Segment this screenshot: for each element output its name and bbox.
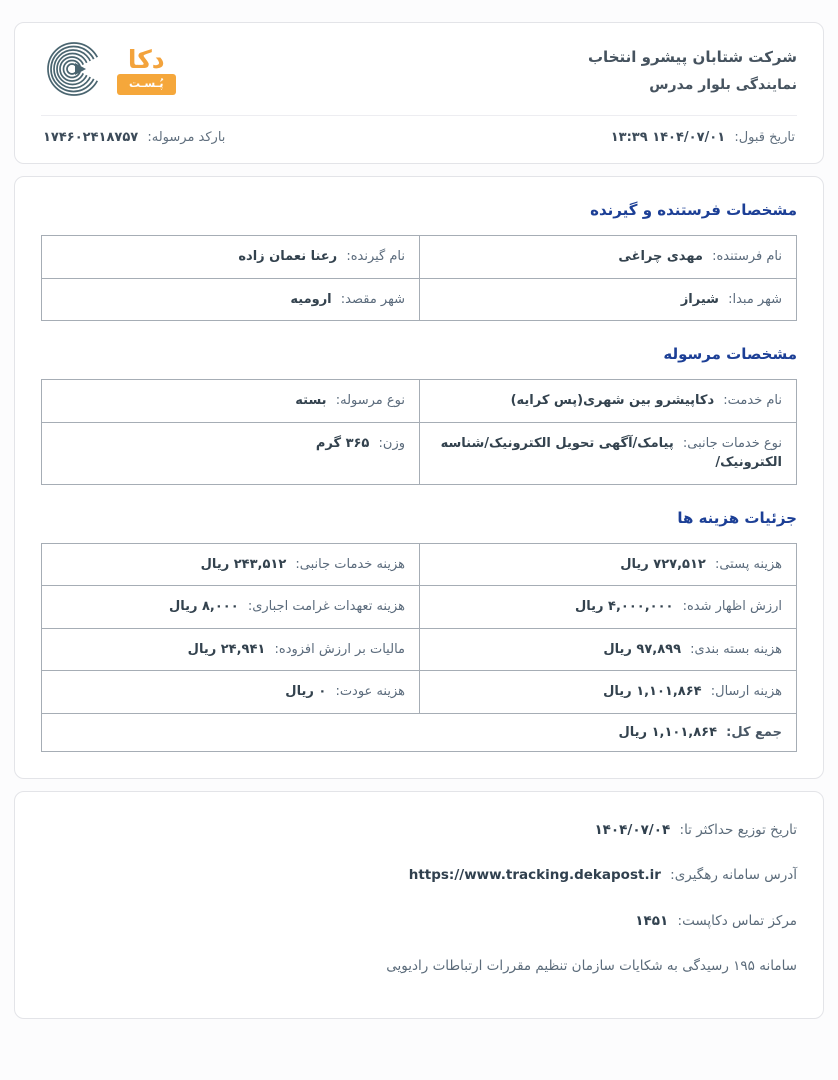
postal-cost-cell: [419, 544, 796, 586]
compensation-cost-cell: [42, 586, 419, 628]
footer-card: [14, 791, 824, 1019]
details-card: [14, 176, 824, 779]
cell-value: بسته: [295, 393, 327, 408]
logo-text-deka: دکا: [127, 45, 165, 75]
cell-value: ۲۴,۹۴۱ ریال: [187, 641, 266, 657]
accept-date-value: ۱۴۰۴/۰۷/۰۱ ۱۳:۳۹: [610, 130, 726, 145]
table-row: [42, 380, 796, 422]
weight-cell: [42, 423, 419, 484]
table-row: [42, 236, 796, 278]
side-services-cost-cell: [42, 544, 419, 586]
cell-value: ۱,۱۰۱,۸۶۴ ریال: [603, 684, 702, 699]
section-title-sender-receiver: مشخصات فرستنده و گیرنده: [590, 201, 797, 219]
call-center: [41, 911, 797, 933]
parcel-type-cell: [42, 380, 419, 422]
company-block: [588, 43, 797, 98]
cell-value: پیامک/آگهی تحویل الکترونیک/شناسه الکترونیک/: [440, 435, 782, 470]
cell-value: شیراز: [680, 291, 719, 307]
header-top-row: [41, 39, 797, 103]
vat-cell: [42, 629, 419, 671]
section-title-parcel: مشخصات مرسوله: [663, 345, 797, 363]
cell-label: نام خدمت:: [723, 393, 782, 408]
cell-label: نوع خدمات جانبی:: [682, 435, 782, 451]
barcode-value: ۱۷۴۶۰۲۴۱۸۷۵۷: [43, 130, 139, 145]
cell-value: ۸,۰۰۰ ریال: [168, 599, 239, 614]
cell-value: ۴,۰۰۰,۰۰۰ ریال: [574, 599, 674, 614]
cell-value: ۲۴۳,۵۱۲ ریال: [200, 556, 287, 572]
table-row: [42, 670, 796, 713]
parcel-table: [41, 379, 797, 485]
table-row: [42, 422, 796, 484]
side-services-cell: [419, 423, 796, 484]
total-label: جمع کل:: [726, 724, 782, 740]
barcode-label: بارکد مرسوله:: [147, 130, 226, 145]
tracking-url[interactable]: https://www.tracking.dekapost.ir: [408, 867, 661, 884]
cell-value: دکاپیشرو بین شهری(پس کرایه): [510, 393, 715, 408]
accept-date-label: تاریخ قبول:: [734, 130, 795, 145]
foot-value: ۱۴۵۱: [635, 912, 669, 929]
cell-label: هزینه خدمات جانبی:: [295, 556, 405, 572]
company-name: شرکت شتابان پیشرو انتخاب: [587, 48, 797, 67]
origin-city-cell: [419, 279, 796, 321]
cell-value: رعنا نعمان زاده: [238, 249, 338, 264]
foot-label: سامانه ۱۹۵ رسیدگی به شکایات سازمان تنظیم مقررات ارتباطات رادیویی: [386, 958, 797, 975]
cell-value: ۹۷,۸۹۹ ریال: [603, 641, 682, 657]
cell-label: وزن:: [378, 435, 405, 451]
spiral-icon: [41, 39, 113, 103]
cell-label: ارزش اظهار شده:: [682, 599, 782, 614]
service-name-cell: [419, 380, 796, 422]
table-row: [42, 628, 796, 671]
cell-label: شهر مبدا:: [728, 291, 782, 307]
total-value: ۱,۱۰۱,۸۶۴ ریال: [618, 724, 717, 740]
cell-value: مهدی چراغی: [618, 249, 703, 264]
cell-label: نوع مرسوله:: [335, 393, 405, 408]
cell-label: نام گیرنده:: [346, 249, 405, 264]
cell-value: ارومیه: [290, 291, 332, 307]
table-row: [42, 544, 796, 586]
foot-value: ۱۴۰۴/۰۷/۰۴: [594, 821, 671, 838]
cell-label: هزینه بسته بندی:: [690, 641, 782, 657]
receiver-name-cell: [42, 236, 419, 278]
cell-value: ۳۶۵ گرم: [315, 435, 370, 451]
accept-date: [611, 130, 795, 145]
declared-value-cell: [419, 586, 796, 628]
cell-label: هزینه پستی:: [714, 556, 782, 572]
cell-label: شهر مقصد:: [340, 291, 405, 307]
table-row: [42, 278, 796, 321]
header-card: [14, 22, 824, 164]
destination-city-cell: [42, 279, 419, 321]
foot-label: آدرس سامانه رهگیری:: [670, 867, 797, 884]
cell-label: هزینه تعهدات غرامت اجباری:: [247, 599, 405, 614]
foot-label: تاریخ توزیع حداکثر تا:: [679, 821, 797, 838]
tracking-address: [41, 865, 797, 887]
cell-value: ۷۲۷,۵۱۲ ریال: [620, 556, 706, 572]
table-row: [42, 585, 796, 628]
barcode: [43, 130, 225, 145]
sender-name-cell: [419, 236, 796, 278]
sender-receiver-table: [41, 235, 797, 321]
cell-label: هزینه ارسال:: [710, 684, 782, 699]
packaging-cost-cell: [419, 629, 796, 671]
return-cost-cell: [42, 671, 419, 713]
dekapost-logo: [41, 39, 176, 103]
cell-label: نام فرستنده:: [712, 249, 782, 264]
cell-value: ۰ ریال: [285, 684, 327, 699]
section-title-costs: جزئیات هزینه ها: [677, 508, 797, 527]
logo-wordmark: [117, 47, 176, 95]
cell-label: هزینه عودت:: [335, 684, 405, 699]
cell-label: مالیات بر ارزش افزوده:: [274, 641, 405, 657]
costs-table: [41, 543, 797, 752]
complaints-line: [41, 956, 797, 978]
header-meta-row: [41, 116, 797, 155]
total-row: [42, 713, 796, 751]
foot-label: مرکز تماس دکاپست:: [677, 912, 797, 929]
logo-text-post: پُـسـت: [117, 74, 176, 95]
branch-name: نمایندگی بلوار مدرس: [649, 76, 797, 93]
shipping-cost-cell: [419, 671, 796, 713]
max-delivery-date: [41, 820, 797, 842]
